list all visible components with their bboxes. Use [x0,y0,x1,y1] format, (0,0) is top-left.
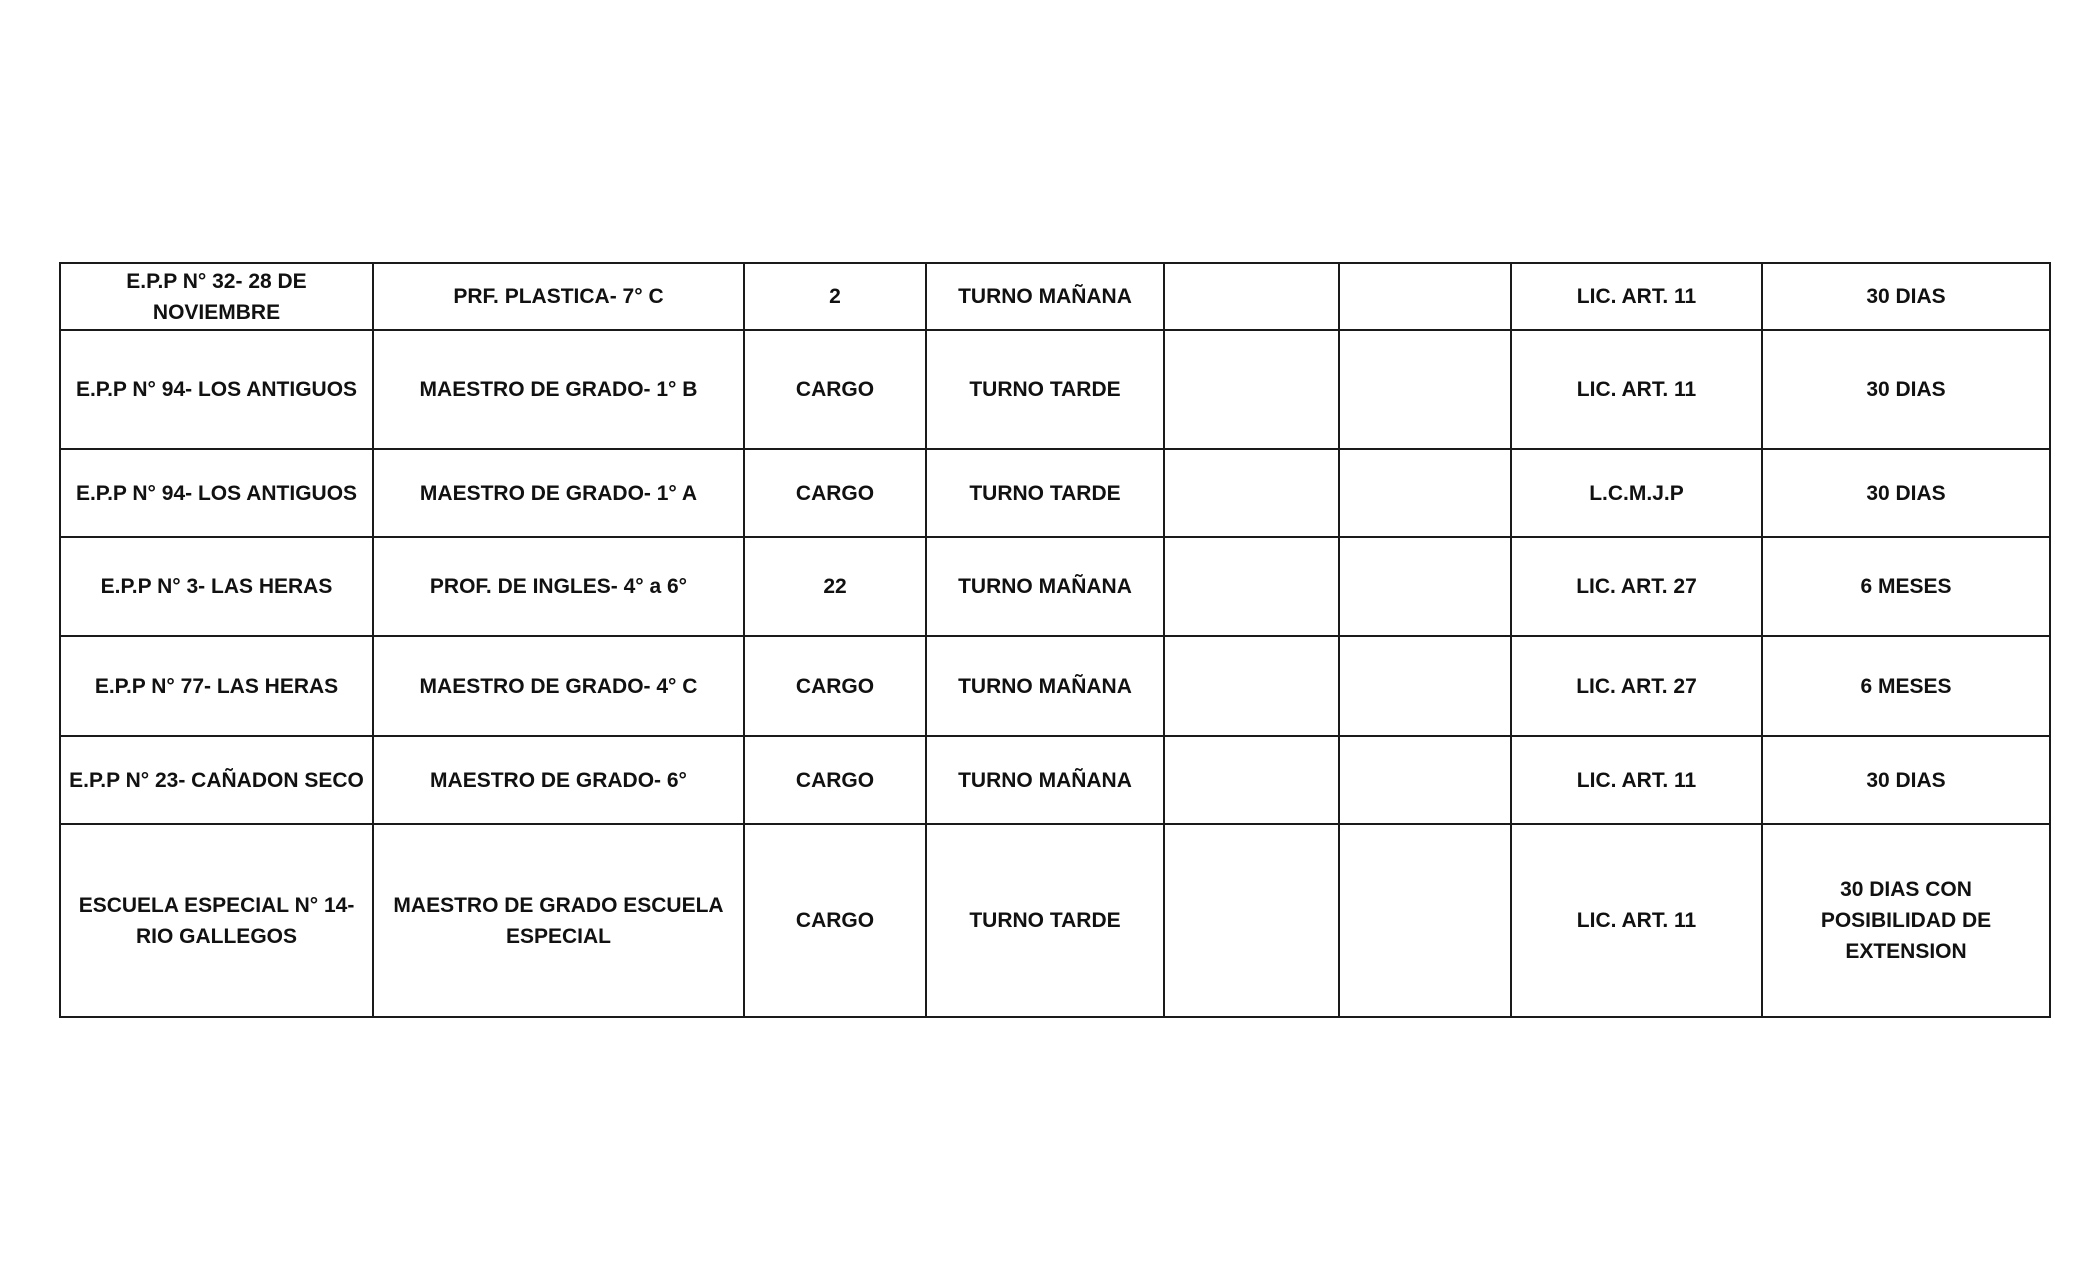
position-cell: PROF. DE INGLES- 4° a 6° [373,537,744,636]
vacancies-table [59,262,2051,1018]
empty-cell [1339,330,1511,449]
school-cell: E.P.P N° 94- LOS ANTIGUOS [60,449,373,537]
hours-cell: CARGO [744,636,926,736]
empty-cell [1164,330,1339,449]
position-cell: MAESTRO DE GRADO- 1° B [373,330,744,449]
shift-cell: TURNO MAÑANA [926,263,1164,330]
table-row [60,330,2050,449]
duration-cell: 6 MESES [1762,636,2050,736]
empty-cell [1164,449,1339,537]
position-cell: MAESTRO DE GRADO- 4° C [373,636,744,736]
position-cell: MAESTRO DE GRADO- 1° A [373,449,744,537]
leave-type-cell: LIC. ART. 11 [1511,824,1762,1017]
empty-cell [1164,636,1339,736]
hours-cell: CARGO [744,449,926,537]
duration-cell: 30 DIAS [1762,330,2050,449]
position-cell: MAESTRO DE GRADO- 6° [373,736,744,824]
school-cell: ESCUELA ESPECIAL N° 14- RIO GALLEGOS [60,824,373,1017]
school-cell: E.P.P N° 23- CAÑADON SECO [60,736,373,824]
hours-cell: CARGO [744,330,926,449]
empty-cell [1339,824,1511,1017]
leave-type-cell: LIC. ART. 11 [1511,263,1762,330]
hours-cell: CARGO [744,736,926,824]
shift-cell: TURNO TARDE [926,824,1164,1017]
empty-cell [1164,263,1339,330]
empty-cell [1339,636,1511,736]
table-row [60,449,2050,537]
school-cell: E.P.P N° 32- 28 DE NOVIEMBRE [60,263,373,330]
position-cell: PRF. PLASTICA- 7° C [373,263,744,330]
empty-cell [1339,537,1511,636]
table-row [60,537,2050,636]
leave-type-cell: LIC. ART. 27 [1511,537,1762,636]
shift-cell: TURNO TARDE [926,449,1164,537]
table-row [60,824,2050,1017]
school-cell: E.P.P N° 3- LAS HERAS [60,537,373,636]
empty-cell [1164,736,1339,824]
hours-cell: CARGO [744,824,926,1017]
duration-cell: 30 DIAS CON POSIBILIDAD DE EXTENSION [1762,824,2050,1017]
table-row [60,736,2050,824]
empty-cell [1339,736,1511,824]
hours-cell: 22 [744,537,926,636]
shift-cell: TURNO MAÑANA [926,736,1164,824]
shift-cell: TURNO TARDE [926,330,1164,449]
duration-cell: 30 DIAS [1762,263,2050,330]
leave-type-cell: LIC. ART. 11 [1511,330,1762,449]
leave-type-cell: LIC. ART. 11 [1511,736,1762,824]
leave-type-cell: LIC. ART. 27 [1511,636,1762,736]
duration-cell: 6 MESES [1762,537,2050,636]
table-row [60,636,2050,736]
school-cell: E.P.P N° 77- LAS HERAS [60,636,373,736]
shift-cell: TURNO MAÑANA [926,636,1164,736]
table-row [60,263,2050,330]
shift-cell: TURNO MAÑANA [926,537,1164,636]
duration-cell: 30 DIAS [1762,449,2050,537]
position-cell: MAESTRO DE GRADO ESCUELA ESPECIAL [373,824,744,1017]
empty-cell [1164,824,1339,1017]
empty-cell [1339,449,1511,537]
duration-cell: 30 DIAS [1762,736,2050,824]
school-cell: E.P.P N° 94- LOS ANTIGUOS [60,330,373,449]
hours-cell: 2 [744,263,926,330]
leave-type-cell: L.C.M.J.P [1511,449,1762,537]
empty-cell [1164,537,1339,636]
empty-cell [1339,263,1511,330]
